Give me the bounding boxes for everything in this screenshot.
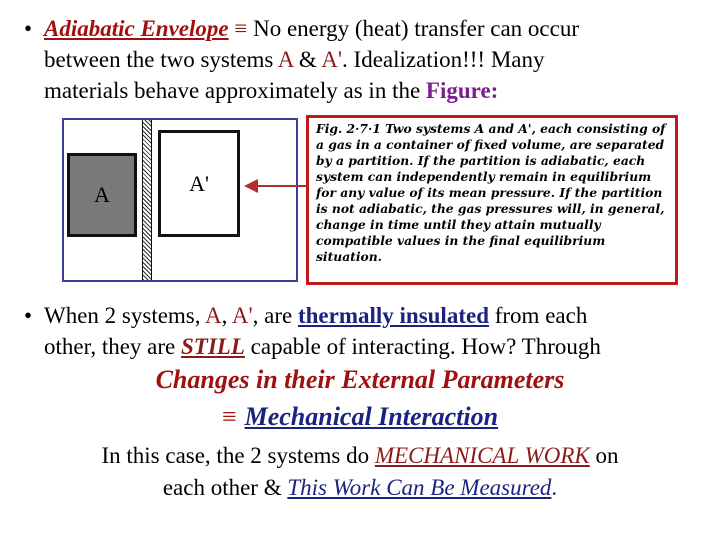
closing-line-1	[0, 440, 720, 471]
closing-text-2a: each other &	[162, 475, 288, 500]
system-a-label: A	[205, 303, 222, 328]
bullet-marker: •	[24, 16, 33, 41]
system-a-prime-label: A'	[231, 303, 253, 328]
adiabatic-envelope-term: Adiabatic Envelope	[44, 16, 229, 41]
bullet-2-text-1b: , are	[252, 303, 298, 328]
bullet-2-line-2	[44, 331, 714, 362]
equiv-symbol: ≡	[221, 402, 237, 431]
equiv-symbol: ≡	[234, 16, 248, 41]
bullet-1-text-2b: . Idealization!!! Many	[342, 47, 545, 72]
bullet-2-text-1a: When 2 systems,	[44, 303, 205, 328]
closing-text-1b: on	[589, 443, 619, 468]
still-term: STILL	[181, 334, 245, 359]
ampersand: &	[293, 47, 322, 72]
thermally-insulated-term: thermally insulated	[297, 303, 489, 328]
bullet-adiabatic-envelope	[24, 13, 714, 106]
system-a-prime-box	[158, 130, 240, 237]
closing-period: .	[551, 475, 558, 500]
mechanical-work-term: MECHANICAL WORK	[374, 443, 590, 468]
bullet-1-line-1	[44, 13, 714, 44]
work-measured-term: This Work Can Be Measured	[287, 475, 552, 500]
figure-word: Figure:	[425, 78, 499, 103]
system-a-box-label: A	[94, 182, 110, 207]
bullet-2-line-1	[44, 300, 714, 331]
adiabatic-partition	[142, 120, 152, 280]
figure-caption-box	[306, 115, 678, 285]
closing-text-1a: In this case, the 2 systems do	[101, 443, 375, 468]
closing-line-2	[0, 472, 720, 503]
bullet-thermally-insulated	[24, 300, 714, 362]
figure-diagram	[62, 118, 298, 282]
bullet-1-text-1: No energy (heat) transfer can occur	[247, 16, 579, 41]
system-a-prime-box-label: A'	[189, 170, 209, 196]
comma: ,	[221, 303, 232, 328]
bullet-marker: •	[24, 303, 33, 328]
bullet-1-text-2a: between the two systems	[44, 47, 278, 72]
bullet-1-text-3a: materials behave approximately as in the	[44, 78, 426, 103]
arrow-left-icon	[244, 176, 310, 196]
mechanical-interaction-term: Mechanical Interaction	[244, 402, 499, 431]
headline-external-parameters: Changes in their External Parameters	[155, 365, 565, 394]
figure-caption-text: Fig. 2·7·1 Two systems A and A', each consisting of a gas in a container of fixed volume, are separated by a partition. If the partition is adiabatic, each system can independently remain in equilibrium for any value of its mean pressure. If the partition is not adiabatic, the gas pressures will, in general, change in time until they attain mutually compatible values in the final equilibrium situation.	[316, 121, 666, 264]
bullet-2-text-2a: other, they are	[44, 334, 182, 359]
bullet-1-line-3	[44, 75, 714, 106]
bullet-2-text-1c: from each	[488, 303, 588, 328]
system-a-box	[67, 153, 137, 237]
bullet-2-text-2b: capable of interacting. How? Through	[244, 334, 601, 359]
system-a-prime-label: A'	[321, 47, 343, 72]
bullet-1-line-2	[44, 44, 714, 75]
system-a-label: A	[277, 47, 294, 72]
headline-mechanical-interaction	[0, 402, 720, 432]
